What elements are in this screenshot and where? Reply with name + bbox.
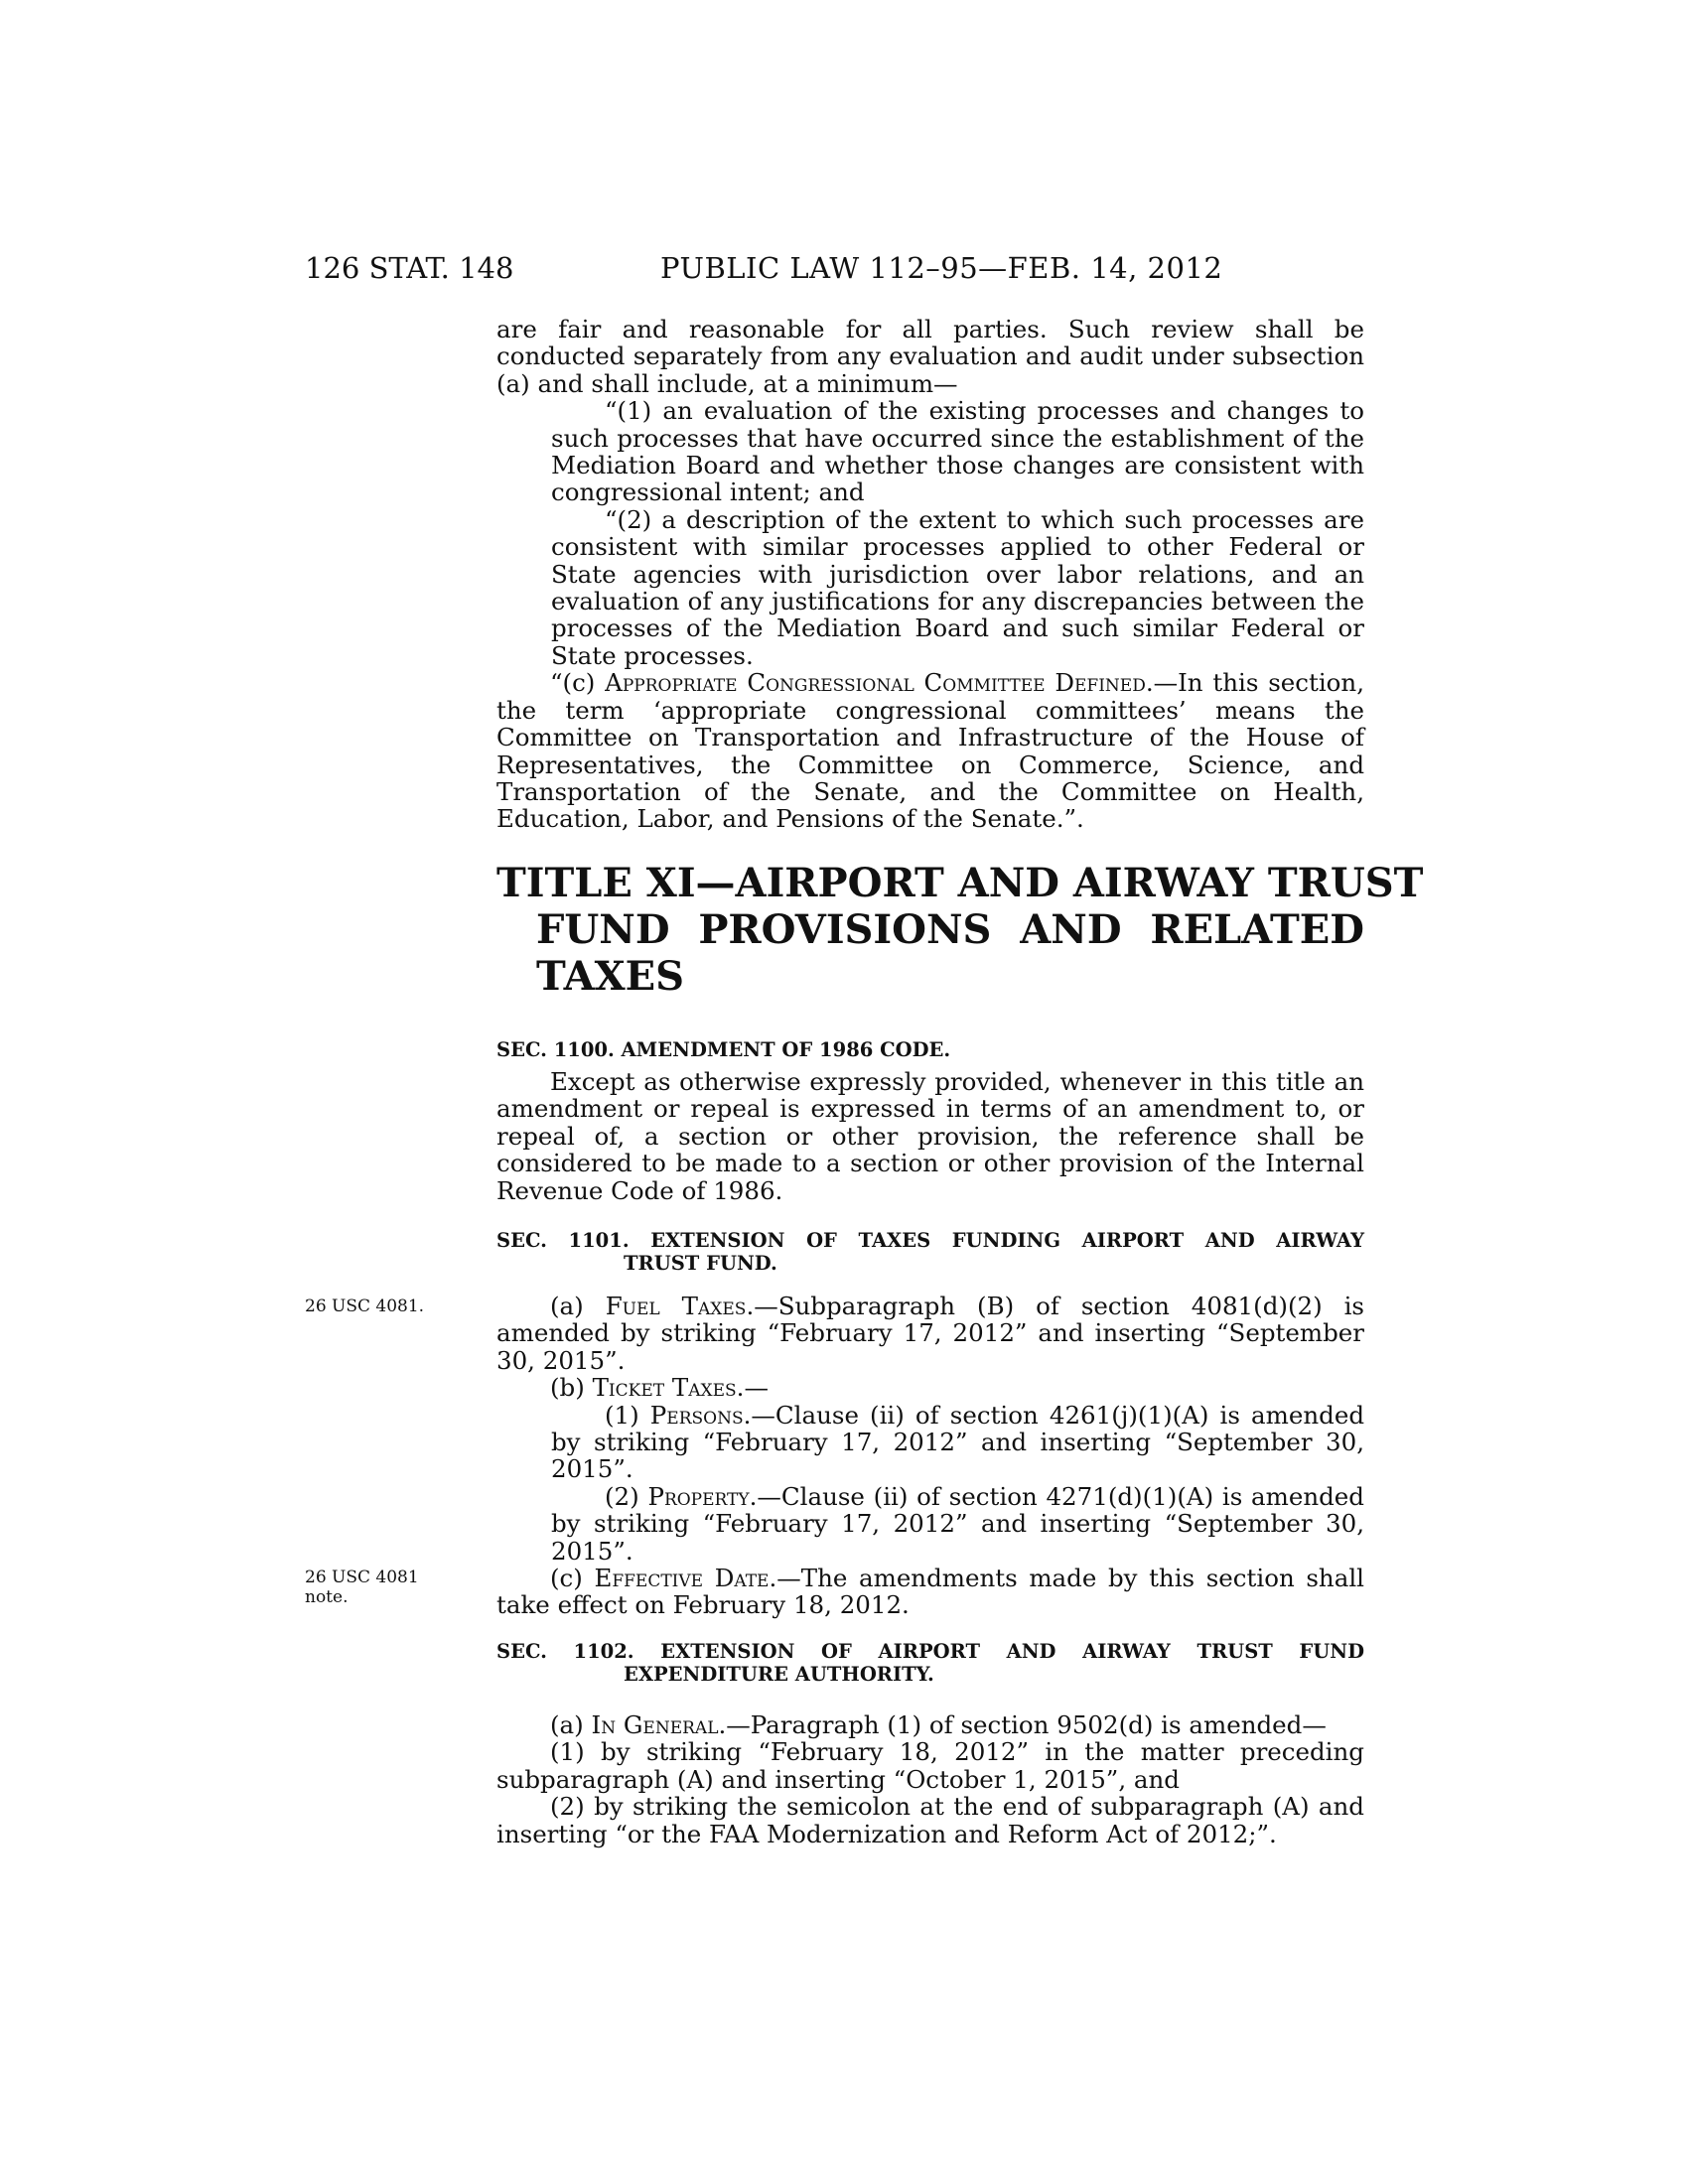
section-1100-text: Except as otherwise expressly provided, whenever in this title an amendment or repeal is expressed in terms of an amendment to, or repeal of, a section or other provision, the reference shall be considered to be made to a section or other provision of the Internal Revenue Code of 1986. [496,1067,1364,1205]
title-word: RELATED [1150,906,1364,953]
subsection-a-prefix: (a) [550,1292,606,1320]
subsection-c-prefix: (c) [550,1564,595,1593]
clause-1: “(1) an evaluation of the existing processes and changes to such processes that have occurred since the establishment of the Mediation Board and whether those changes are consistent with congressional intent; and [551,396,1364,507]
paragraph-b1-prefix: (1) [605,1400,650,1430]
subsection-c-text: .—In this section, the term ‘appropriate congressional committees’ means the Committee on Transportation and Infrastructure of the House of Representatives, the Committee on Commerce, Science, and Transportation of the Senate, and the Committee on Health, Education, Labor, and Pensions of the Senate.”. [496,668,1364,834]
margin-note-line-1: 26 USC 4081 [305,1568,419,1587]
paragraph-b1-heading: Persons [649,1400,744,1430]
subsection-c-heading: Appropriate Congressional Committee Defined [605,668,1146,698]
clause-2: “(2) a description of the extent to which such processes are consistent with similar processes applied to other Federal or State agencies with jurisdiction over labor relations, and an evaluation of any justifications for any discrepancies between the processes of the Mediation Board and such similar Federal or State processes. [551,504,1364,670]
section-1102-body [496,1711,1364,1847]
title-word: PROVISIONS [698,906,992,953]
public-law-citation: PUBLIC LAW 112–95—FEB. 14, 2012 [660,251,1223,285]
section-1101 [496,1229,1364,1275]
statute-page-number: 126 STAT. 148 [305,251,514,285]
section-1102-heading [496,1640,1364,1686]
subsection-c-text: .—The amendments made by this section shall take effect on February 18, 2012. [496,1564,1364,1620]
section-1100-body [496,1068,1364,1204]
section-1102-heading-line-2: EXPENDITURE AUTHORITY. [624,1663,934,1686]
margin-note-usc-note [305,1568,419,1607]
section-1101-heading [496,1229,1364,1275]
section-1101-heading-line-1: SEC. 1101. EXTENSION OF TAXES FUNDING AIRPORT AND AIRWAY [496,1229,1364,1252]
paragraph-b2-text: .—Clause (ii) of section 4271(d)(1)(A) is amended by striking “February 17, 2012” and inserting “September 30, 2015”. [551,1481,1364,1566]
section-1100-heading: SEC. 1100. AMENDMENT OF 1986 CODE. [496,1038,951,1061]
paragraph-2-striking-semicolon: (2) by striking the semicolon at the end of subparagraph (A) and inserting “or the FAA Modernization and Reform Act of 2012;”. [496,1792,1364,1848]
subsection-a-heading: In General [591,1710,719,1739]
paragraph-1-striking-date: (1) by striking “February 18, 2012” in the matter preceding subparagraph (A) and inserting “October 1, 2015”, and [496,1737,1364,1794]
subsection-c-heading: Effective Date [594,1564,770,1593]
subsection-c-definitions [496,669,1364,832]
title-line-2 [496,906,1364,953]
subsection-b-ticket-taxes [496,1374,1364,1401]
subsection-a-text: .—Paragraph (1) of section 9502(d) is amended— [718,1710,1327,1739]
subsection-a-heading: Fuel Taxes [605,1292,747,1320]
section-1102 [496,1640,1364,1686]
margin-note-line-2: note. [305,1587,349,1607]
title-line-1: TITLE XI—AIRPORT AND AIRWAY TRUST [496,860,1424,906]
continuation-block [496,316,1364,833]
title-word: AND [1020,906,1122,953]
subsection-a-fuel-taxes [496,1293,1364,1374]
paragraph-b2-property [496,1483,1364,1565]
subsection-a-in-general [496,1711,1364,1738]
section-1100 [496,1038,1364,1061]
margin-note-usc: 26 USC 4081. [305,1297,425,1316]
paragraph-continuation: are fair and reasonable for all parties. Such review shall be conducted separately from any evaluation and audit under subsection (a) and shall include, at a minimum— [496,315,1364,398]
subsection-a-text: .—Subparagraph (B) of section 4081(d)(2) is amended by striking “February 17, 2012” and inserting “September 30, 2015”. [496,1292,1365,1375]
paragraph-b2-heading: Property [647,1481,750,1511]
section-1101-heading-line-2: TRUST FUND. [624,1252,777,1275]
section-1101-body [496,1293,1364,1619]
subsection-b-text: .— [736,1373,769,1403]
paragraph-b1-persons [496,1402,1364,1483]
title-word: FUND [536,906,670,953]
subsection-a-prefix: (a) [550,1710,592,1739]
title-heading [496,860,1424,1000]
subsection-b-prefix: (b) [550,1373,593,1403]
paragraph-b2-prefix: (2) [605,1481,648,1511]
subsection-c-effective-date [496,1565,1364,1619]
title-line-3: TAXES [536,953,685,1000]
subsection-c-prefix: “(c) [550,668,606,698]
section-1102-heading-line-1: SEC. 1102. EXTENSION OF AIRPORT AND AIRWAY TRUST FUND [496,1640,1364,1663]
paragraph-b1-text: .—Clause (ii) of section 4261(j)(1)(A) is amended by striking “February 17, 2012” and inserting “September 30, 2015”. [551,1400,1364,1484]
subsection-b-heading: Ticket Taxes [592,1373,737,1403]
